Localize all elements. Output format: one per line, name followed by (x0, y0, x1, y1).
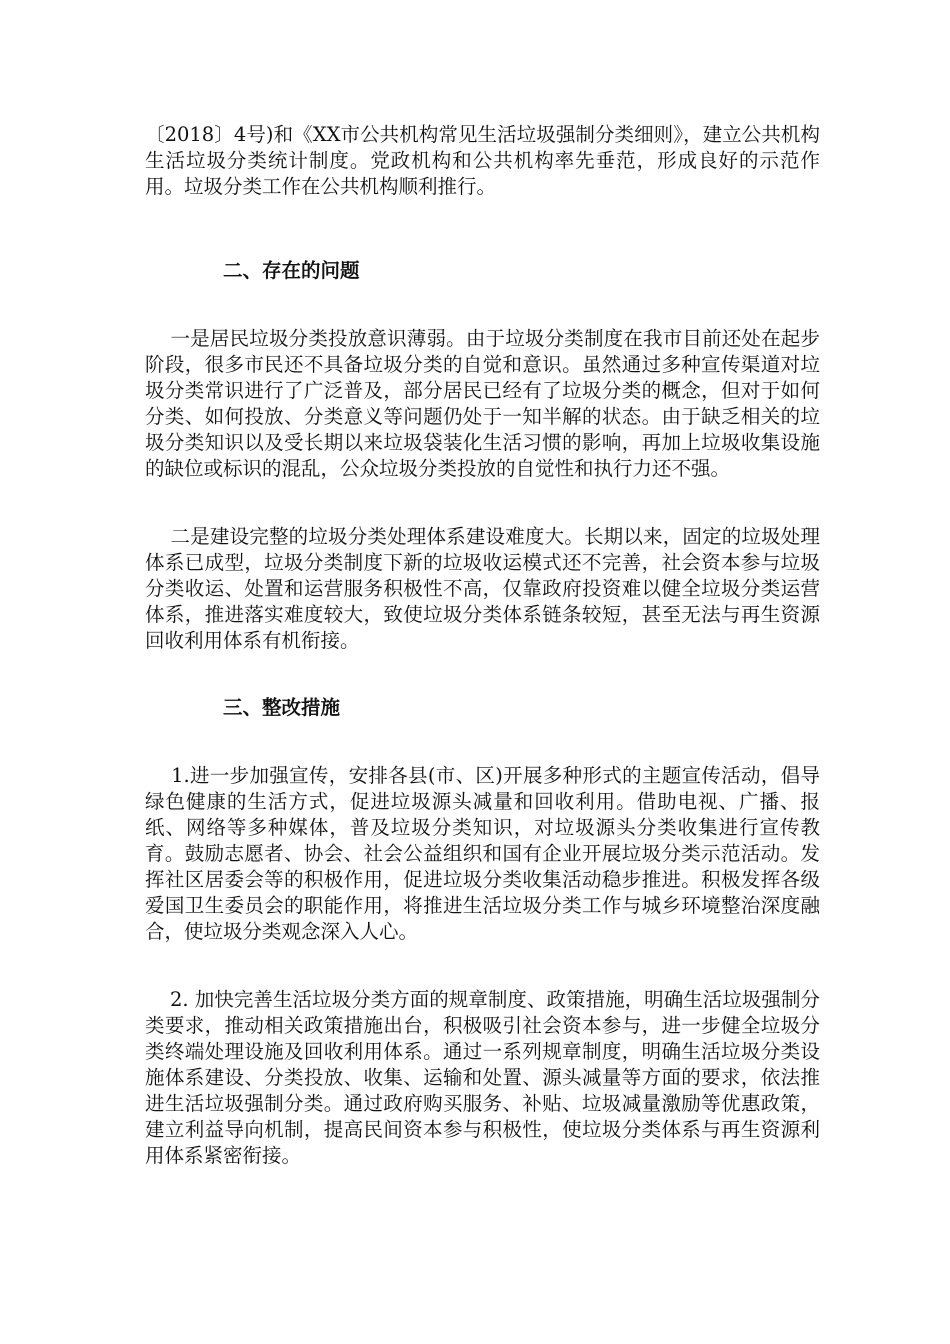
paragraph-problem-2: 二是建设完整的垃圾分类处理体系建设难度大。长期以来，固定的垃圾处理体系已成型，垃圾分类制度下新的垃圾收运模式还不完善，社会资本参与垃圾分类收运、处置和运营服务积极性不高，仅靠政府投资难以健全垃圾分类运营体系，推进落实难度较大，致使垃圾分类体系链条较短，甚至无法与再生资源回收利用体系有机衔接。 (145, 525, 820, 652)
paragraph-measure-2: 2. 加快完善生活垃圾分类方面的规章制度、政策措施，明确生活垃圾强制分类要求，推动相关政策措施出台，积极吸引社会资本参与，进一步健全垃圾分类终端处理设施及回收利用体系。通过一系列规章制度，明确生活垃圾分类设施体系建设、分类投放、收集、运输和处置、源头减量等方面的要求，依法推进生活垃圾强制分类。通过政府购买服务、补贴、垃圾减量激励等优惠政策，建立利益导向机制，提高民间资本参与积极性，使垃圾分类体系与再生资源利用体系紧密衔接。 (145, 988, 820, 1167)
paragraph-measure-1: 1.进一步加强宣传，安排各县(市、区)开展多种形式的主题宣传活动，倡导绿色健康的生活方式，促进垃圾源头减量和回收利用。借助电视、广播、报纸、网络等多种媒体，普及垃圾分类知识，对垃圾源头分类收集进行宣传教育。鼓励志愿者、协会、社会公益组织和国有企业开展垃圾分类示范活动。发挥社区居委会等的积极作用，促进垃圾分类收集活动稳步推进。积极发挥各级爱国卫生委员会的职能作用，将推进生活垃圾分类工作与城乡环境整治深度融合，使垃圾分类观念深入人心。 (145, 764, 820, 943)
paragraph-intro-end: 〔2018〕4号)和《XX市公共机构常见生活垃圾强制分类细则》，建立公共机构生活垃圾分类统计制度。党政机构和公共机构率先垂范，形成良好的示范作用。垃圾分类工作在公共机构顺利推行。 (145, 123, 820, 198)
section-heading-measures: 三、整改措施 (223, 696, 341, 719)
paragraph-problem-1: 一是居民垃圾分类投放意识薄弱。由于垃圾分类制度在我市目前还处在起步阶段，很多市民还不具备垃圾分类的自觉和意识。虽然通过多种宣传渠道对垃圾分类常识进行了广泛普及，部分居民已经有了垃圾分类的概念，但对于如何分类、如何投放、分类意义等问题仍处于一知半解的状态。由于缺乏相关的垃圾分类知识以及受长期以来垃圾袋装化生活习惯的影响，再加上垃圾收集设施的缺位或标识的混乱，公众垃圾分类投放的自觉性和执行力还不强。 (145, 327, 820, 480)
section-heading-problems: 二、存在的问题 (223, 259, 360, 282)
document-body (145, 122, 820, 1169)
